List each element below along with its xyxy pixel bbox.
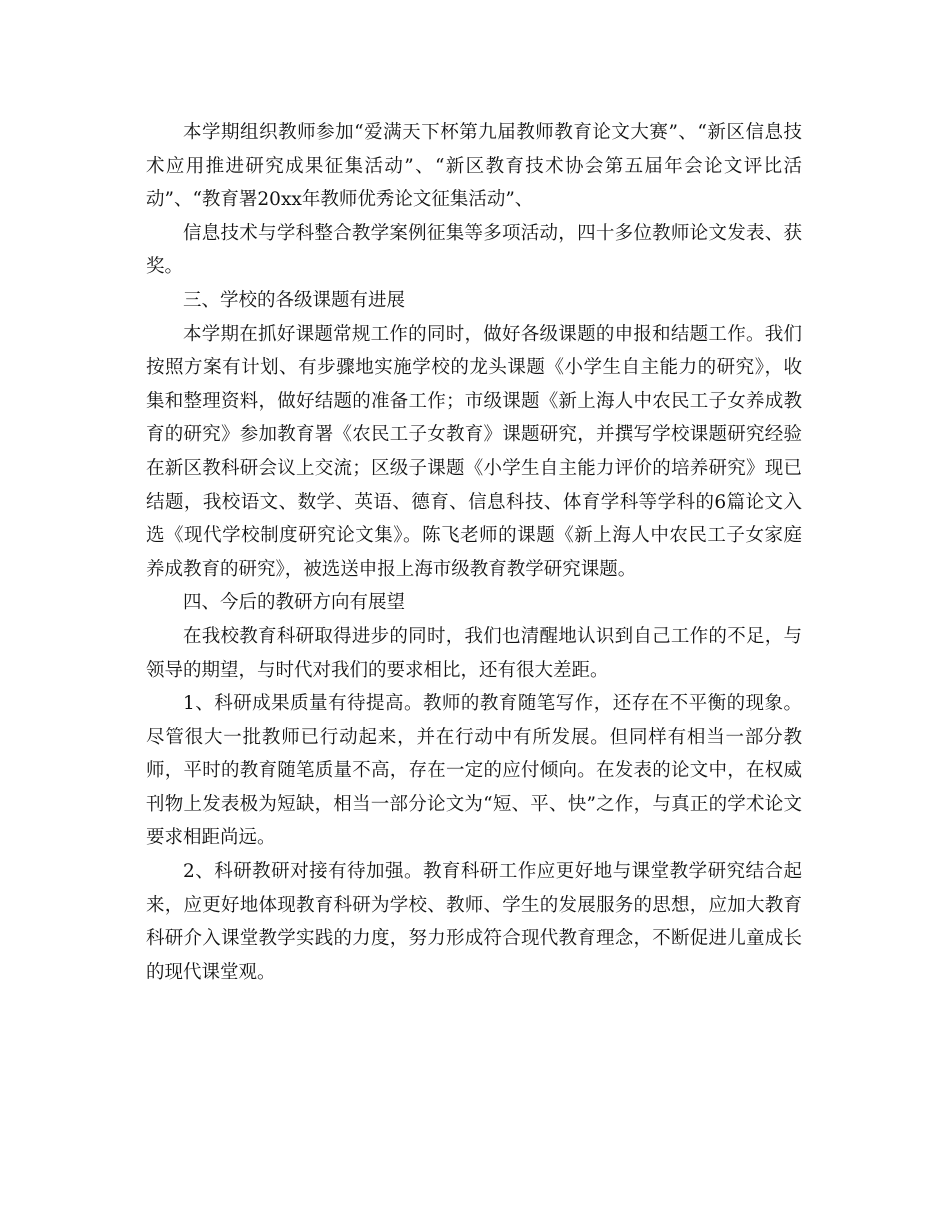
paragraph-quality: 1、科研成果质量有待提高。教师的教育随笔写作，还存在不平衡的现象。尽管很大一批教师已行动起来，并在行动中有所发展。但同样有相当一部分教师，平时的教育随笔质量不高，存在一定的应付倾向。在发表的论文中，在权威刊物上发表极为短缺，相当一部分论文为“短、平、快”之作，与真正的学术论文要求相距尚远。 [146, 693, 802, 849]
paragraph-essay-competitions: 本学期组织教师参加“爱满天下杯第九届教师教育论文大赛”、“新区信息技术应用推进研究成果征集活动”、“新区教育技术协会第五届年会论文评比活动”、“教育署20xx年教师优秀论文征集活动”、 [146, 122, 802, 211]
paragraph-teaching-cases: 信息技术与学科整合教学案例征集等多项活动，四十多位教师论文发表、获奖。 [146, 222, 802, 278]
section-heading-research-topics: 三、学校的各级课题有进展 [183, 289, 406, 311]
paragraph-shortcomings: 在我校教育科研取得进步的同时，我们也清醒地认识到自己工作的不足，与领导的期望，与时代对我们的要求相比，还有很大差距。 [146, 625, 802, 681]
section-heading-outlook: 四、今后的教研方向有展望 [183, 592, 406, 614]
paragraph-research-topics: 本学期在抓好课题常规工作的同时，做好各级课题的申报和结题工作。我们按照方案有计划、有步骤地实施学校的龙头课题《小学生自主能力的研究》，收集和整理资料，做好结题的准备工作；市级课题《新上海人中农民工子女养成教育的研究》参加教育署《农民工子女教育》课题研究，并撰写学校课题研究经验在新区教科研会议上交流；区级子课题《小学生自主能力评价的培养研究》现已结题，我校语文、数学、英语、德育、信息科技、体育学科等学科的6篇论文入选《现代学校制度研究论文集》。陈飞老师的课题《新上海人中农民工子女家庭养成教育的研究》，被选送申报上海市级教育教学研究课题。 [146, 323, 802, 580]
paragraph-integration: 2、科研教研对接有待加强。教育科研工作应更好地与课堂教学研究结合起来，应更好地体现教育科研为学校、教师、学生的发展服务的思想，应加大教育科研介入课堂教学实践的力度，努力形成符合现代教育理念，不断促进儿童成长的现代课堂观。 [146, 861, 802, 983]
